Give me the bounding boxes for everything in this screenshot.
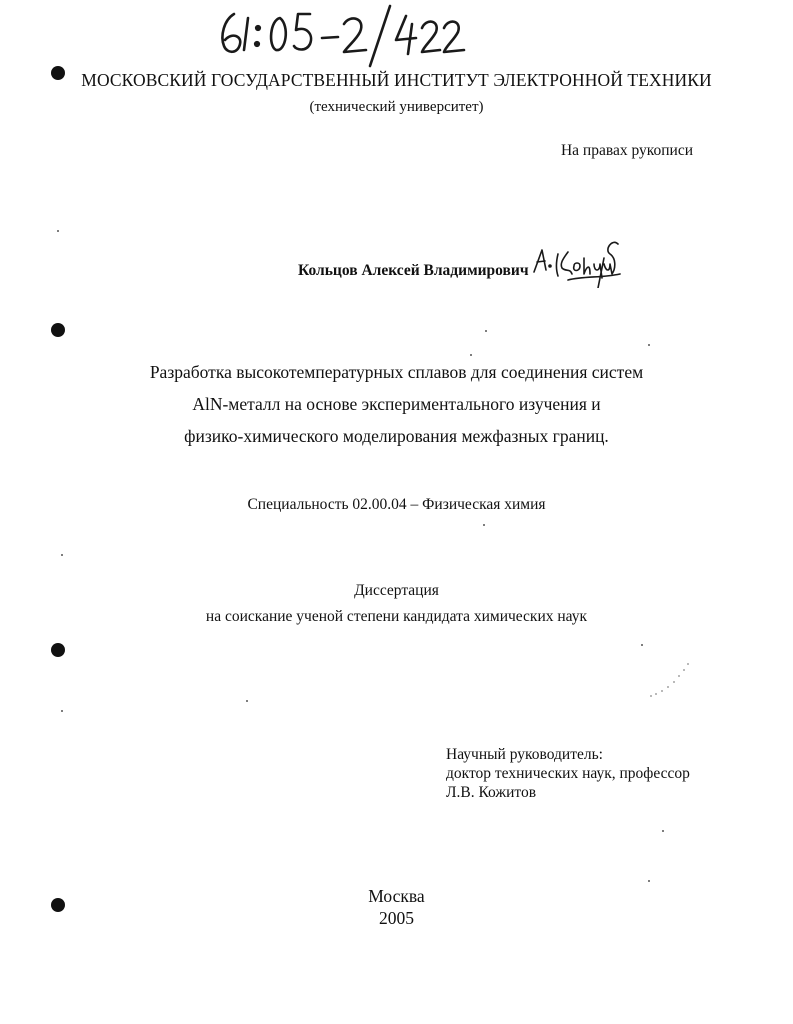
- scan-speck: [470, 354, 472, 356]
- scan-speck: [61, 710, 63, 712]
- scan-speck: [57, 230, 59, 232]
- dissertation-title-line-2: AlN-металл на основе экспериментального изучения и: [192, 394, 601, 414]
- supervisor-name: Л.В. Кожитов: [446, 784, 537, 801]
- institution-name: МОСКОВСКИЙ ГОСУДАРСТВЕННЫЙ ИНСТИТУТ ЭЛЕКТРОННОЙ ТЕХНИКИ: [81, 70, 712, 90]
- author-signature: [528, 228, 628, 288]
- punch-hole-2: [51, 323, 65, 337]
- institution-subtitle: (технический университет): [309, 99, 484, 115]
- scan-artifact: [648, 660, 694, 700]
- scan-speck: [662, 830, 664, 832]
- scan-speck: [648, 344, 650, 346]
- supervisor-title: доктор технических наук, профессор: [446, 765, 690, 782]
- scan-speck: [61, 554, 63, 556]
- specialty-line: Специальность 02.00.04 – Физическая химия: [247, 496, 546, 513]
- scan-speck: [485, 330, 487, 332]
- degree-line: на соискание ученой степени кандидата химических наук: [205, 608, 588, 625]
- scan-speck: [246, 700, 248, 702]
- punch-hole-3: [51, 643, 65, 657]
- scan-speck: [641, 644, 643, 646]
- city: Москва: [368, 886, 425, 906]
- supervisor-label: Научный руководитель:: [446, 746, 603, 763]
- dissertation-title-line-3: физико-химического моделирования межфазных границ.: [184, 426, 609, 446]
- handwritten-catalog-number: [210, 0, 470, 70]
- scan-speck: [483, 524, 485, 526]
- author-name: Кольцов Алексей Владимирович: [298, 262, 529, 279]
- dissertation-title-line-1: Разработка высокотемпературных сплавов для соединения систем: [149, 362, 644, 382]
- manuscript-rights-note: На правах рукописи: [560, 142, 693, 159]
- scan-speck: [648, 880, 650, 882]
- dissertation-label: Диссертация: [354, 582, 439, 599]
- year: 2005: [379, 908, 414, 928]
